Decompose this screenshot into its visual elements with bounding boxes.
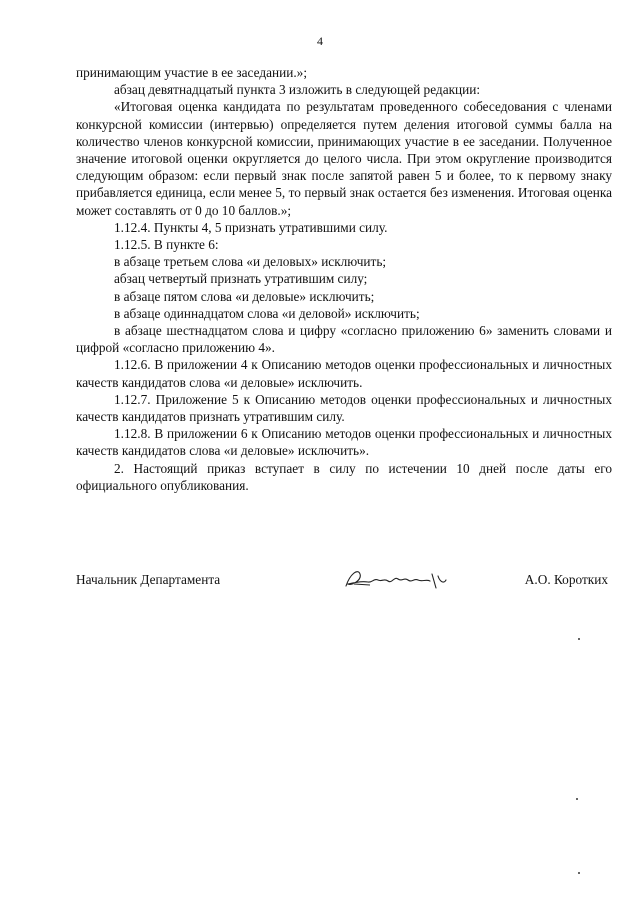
document-body bbox=[76, 64, 612, 494]
paragraph: в абзаце третьем слова «и деловых» исключить; bbox=[114, 254, 387, 270]
handwritten-signature-icon bbox=[340, 564, 452, 594]
paragraph: 1.12.4. Пункты 4, 5 признать утратившими силу. bbox=[114, 219, 388, 235]
scan-speck bbox=[576, 798, 578, 800]
paragraph: абзац девятнадцатый пункта 3 изложить в следующей редакции: bbox=[114, 82, 481, 98]
paragraph: в абзаце пятом слова «и деловые» исключить; bbox=[114, 288, 375, 304]
scan-speck bbox=[578, 872, 580, 874]
signature-block bbox=[76, 570, 608, 600]
signatory-title: Начальник Департамента bbox=[76, 572, 221, 587]
paragraph: 2. Настоящий приказ вступает в силу по истечении 10 дней после даты его официального опубликования. bbox=[76, 460, 612, 493]
signatory-name: А.О. Коротких bbox=[524, 572, 608, 587]
paragraph: 1.12.7. Приложение 5 к Описанию методов оценки профессиональных и личностных качеств кандидатов признать утратившим силу. bbox=[76, 391, 612, 425]
paragraph: 1.12.6. В приложении 4 к Описанию методов оценки профессиональных и личностных качеств кандидатов слова «и деловые» исключить. bbox=[76, 357, 612, 390]
page-number: 4 bbox=[317, 34, 323, 48]
scan-speck bbox=[578, 638, 580, 640]
paragraph: абзац четвертый признать утратившим силу; bbox=[114, 271, 368, 287]
paragraph: в абзаце одиннадцатом слова «и деловой» исключить; bbox=[114, 305, 420, 321]
paragraph: в абзаце шестнадцатом слова и цифру «согласно приложению 6» заменить словами и цифрой «согласно приложению 4». bbox=[76, 323, 612, 356]
paragraph: 1.12.5. В пункте 6: bbox=[114, 237, 219, 253]
paragraph: 1.12.8. В приложении 6 к Описанию методов оценки профессиональных и личностных качеств кандидатов слова «и деловые» исключить». bbox=[76, 426, 612, 459]
paragraph: принимающим участие в ее заседании.»; bbox=[76, 65, 308, 80]
paragraph: «Итоговая оценка кандидата по результатам проведенного собеседования с членами конкурсной комиссии (интервью) определяется путем деления итоговой суммы балла на количество членов конкурсной комиссии, принимающих участие в ее заседании. Полученное значение итоговой оценки округляется до целого числа. При этом округление производится следующим образом: если первый знак после запятой равен 5 и более, то к первому знаку прибавляется единица, если менее 5, то первый знак остается без изменения. Итоговая оценка может составлять от 0 до 10 баллов.»; bbox=[76, 99, 612, 218]
